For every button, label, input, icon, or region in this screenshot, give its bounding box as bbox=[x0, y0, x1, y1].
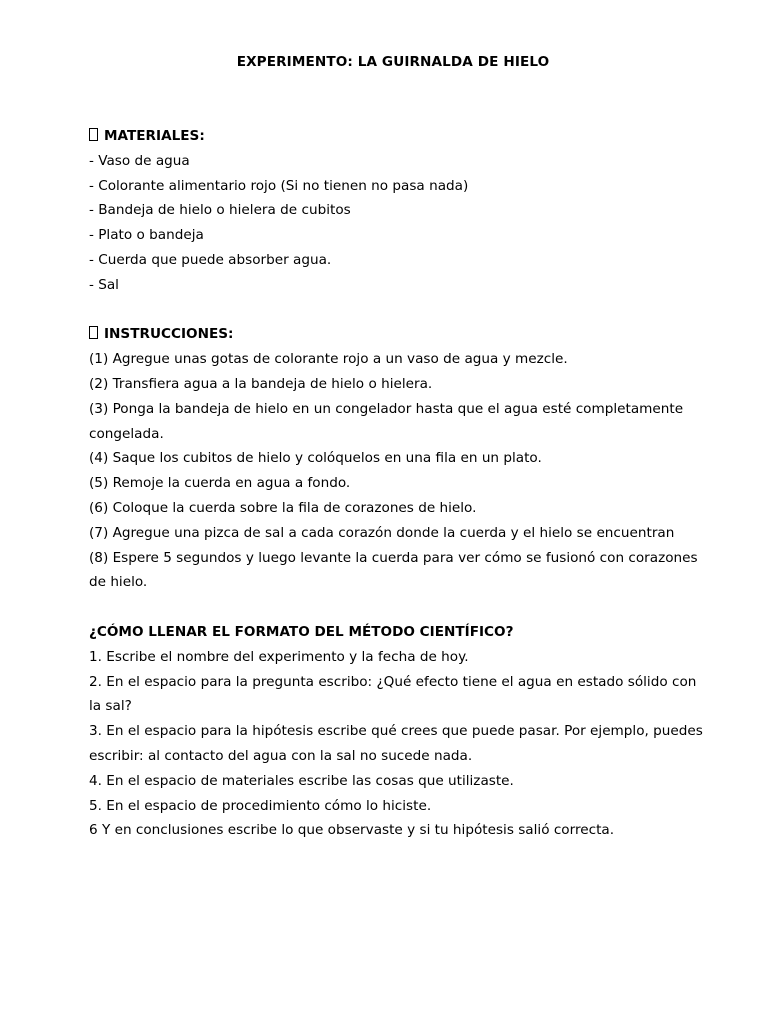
materials-item: - Colorante alimentario rojo (Si no tienen no pasa nada) bbox=[89, 177, 469, 194]
instruction-step: (8) Espere 5 segundos y luego levante la cuerda para ver cómo se fusionó con corazones de hielo. bbox=[89, 549, 698, 591]
instruction-step: (2) Transfiera agua a la bandeja de hielo o hielera. bbox=[89, 375, 433, 392]
materials-item: - Bandeja de hielo o hielera de cubitos bbox=[89, 202, 351, 219]
format-guide-step: 6 Y en conclusiones escribe lo que observaste y si tu hipótesis salió correcta. bbox=[89, 822, 615, 839]
instruction-step: (5) Remoje la cuerda en agua a fondo. bbox=[89, 475, 351, 492]
checkbox-glyph-icon bbox=[89, 326, 98, 339]
instruction-step: (7) Agregue una pizca de sal a cada corazón donde la cuerda y el hielo se encuentran bbox=[89, 524, 675, 541]
checkbox-glyph-icon bbox=[89, 128, 98, 141]
instruction-step: (3) Ponga la bandeja de hielo en un congelador hasta que el agua esté completamente congelada. bbox=[89, 400, 684, 442]
materials-item: - Sal bbox=[89, 276, 119, 293]
materials-item: - Vaso de agua bbox=[89, 152, 190, 169]
format-guide-step: 4. En el espacio de materiales escribe las cosas que utilizaste. bbox=[89, 772, 514, 789]
materials-heading bbox=[89, 124, 709, 149]
materials-heading-label: MATERIALES: bbox=[104, 128, 205, 144]
instructions-heading-label: INSTRUCCIONES: bbox=[104, 326, 234, 343]
instruction-step: (1) Agregue unas gotas de colorante rojo a un vaso de agua y mezcle. bbox=[89, 351, 568, 368]
section-spacer bbox=[89, 298, 709, 323]
document-body bbox=[89, 124, 709, 843]
format-guide-step: 1. Escribe el nombre del experimento y la fecha de hoy. bbox=[89, 648, 469, 665]
format-guide-step: 5. En el espacio de procedimiento cómo lo hiciste. bbox=[89, 797, 432, 814]
materials-item: - Plato o bandeja bbox=[89, 227, 204, 244]
materials-item: - Cuerda que puede absorber agua. bbox=[89, 251, 332, 268]
format-guide-heading: ¿CÓMO LLENAR EL FORMATO DEL MÉTODO CIENTÍFICO? bbox=[89, 623, 514, 640]
document-title: EXPERIMENTO: LA GUIRNALDA DE HIELO bbox=[236, 54, 550, 70]
instructions-heading bbox=[89, 322, 709, 347]
instruction-step: (4) Saque los cubitos de hielo y colóquelos en una fila en un plato. bbox=[89, 450, 542, 467]
format-guide-step: 2. En el espacio para la pregunta escribo: ¿Qué efecto tiene el agua en estado sólido con la sal? bbox=[89, 673, 697, 715]
instruction-step: (6) Coloque la cuerda sobre la fila de corazones de hielo. bbox=[89, 499, 477, 516]
section-spacer bbox=[89, 595, 709, 620]
format-guide-step: 3. En el espacio para la hipótesis escribe qué crees que puede pasar. Por ejemplo, puedes escribir: al contacto del agua con la sal no sucede nada. bbox=[89, 723, 703, 764]
